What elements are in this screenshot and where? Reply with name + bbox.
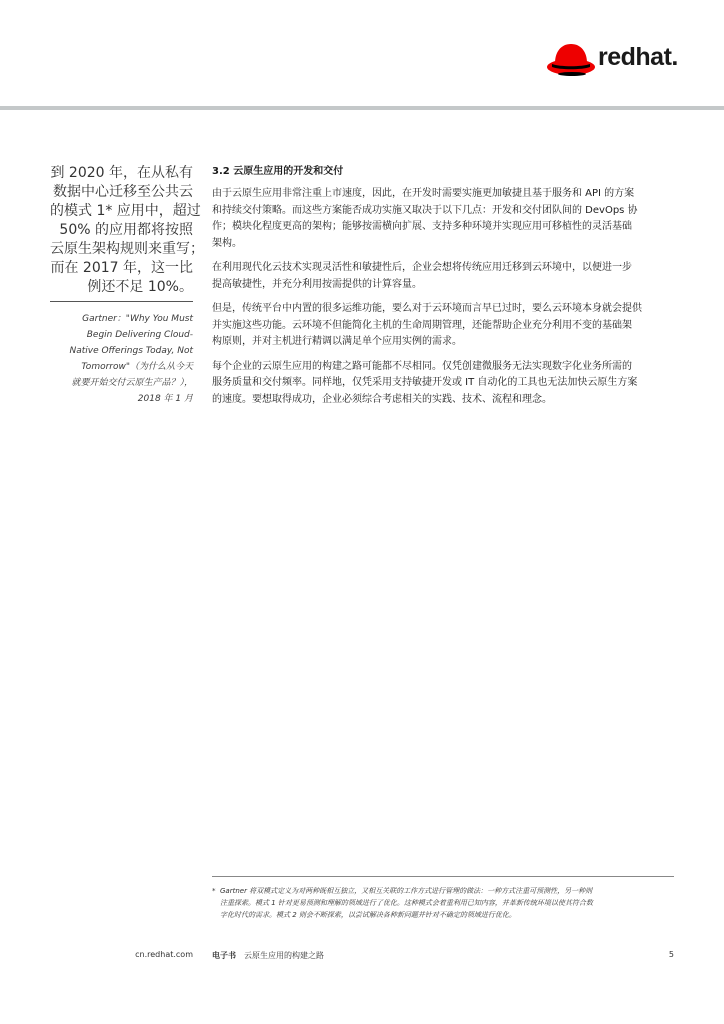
paragraph-line: 但是，传统平台中内置的很多运维功能，要么对于云环境而言早已过时，要么云环境本身就会提供	[212, 303, 642, 314]
paragraph-line: 在利用现代化云技术实现灵活性和敏捷性后，企业会想将传统应用迁移到云环境中，以便进一步	[212, 262, 632, 273]
redhat-logo	[546, 40, 678, 80]
source-line: Begin Delivering Cloud-	[86, 330, 193, 340]
pull-quote-line: 而在 2017 年，这一比	[50, 260, 193, 276]
header-divider	[0, 106, 724, 110]
pull-quote-source	[50, 311, 193, 407]
footnote-text: Gartner 将双模式定义为对两种既相互独立，又相互关联的工作方式进行管理的做法：一种方式注重可预测性，另一种则	[220, 887, 593, 895]
pull-quote-divider	[50, 301, 193, 302]
source-line: Native Offerings Today, Not	[69, 346, 193, 356]
source-line: 就要开始交付云原生产品？），	[71, 378, 193, 388]
footnote-text: 注重探索。模式 1 针对更易预测和理解的领域进行了优化。这种模式会着重利用已知内容，并革新传统环境以使其符合数	[220, 899, 593, 907]
footnote	[212, 885, 674, 921]
footnote-text: 字化时代的需求。模式 2 则会不断探索，以尝试解决各种新问题并针对不确定的领域进行优化。	[220, 911, 516, 919]
page-number: 5	[668, 950, 674, 959]
main-content	[212, 164, 674, 416]
pull-quote	[50, 164, 204, 297]
paragraph-line: 作；模块化程度更高的架构；能够按需横向扩展、支持多种环境并实现应用可移植性的灵活基础	[212, 221, 632, 232]
pull-quote-line: 例还不足 10%。	[87, 279, 193, 295]
footnote-line	[212, 897, 674, 909]
pull-quote-line: 的模式 1* 应用中，超过	[50, 203, 201, 219]
footnote-line	[212, 885, 674, 897]
source-line: Gartner："Why You Must	[82, 314, 193, 324]
paragraph-line: 架构。	[212, 237, 242, 249]
footnote-divider	[212, 876, 674, 877]
paragraph-line: 和持续交付策略。而这些方案能否成功实施又取决于以下几点：开发和交付团队间的 DevOps 协	[212, 204, 638, 216]
body-paragraph	[212, 359, 674, 409]
paragraph-line: 提高敏捷性，并充分利用按需提供的计算容量。	[212, 278, 422, 290]
paragraph-line: 并实施这些功能。云环境不但能简化主机的生命周期管理，还能帮助企业充分利用不变的基础架	[212, 319, 632, 331]
body-paragraph	[212, 301, 674, 351]
pull-quote-line: 云原生架构规则来重写；	[50, 241, 204, 257]
footnote-line	[212, 909, 674, 921]
paragraph-line: 的速度。要想取得成功，企业必须综合考虑相关的实践、技术、流程和理念。	[212, 393, 552, 405]
footer-doc-title: 云原生应用的构建之路	[244, 951, 324, 960]
body-paragraph	[212, 260, 674, 293]
section-title: 3.2 云原生应用的开发和交付	[212, 166, 344, 177]
pull-quote-line: 数据中心迁移至公共云	[53, 184, 193, 200]
footnote-marker: *	[212, 887, 216, 895]
pull-quote-line: 到 2020 年，在从私有	[50, 165, 193, 181]
footer-doc-type: 电子书	[212, 951, 236, 960]
redhat-shadowman-icon	[546, 40, 596, 76]
footer-site-link[interactable]: cn.redhat.com	[135, 950, 193, 959]
redhat-wordmark: redhat.	[598, 43, 678, 71]
paragraph-line: 构原则，并对主机进行精调以满足单个应用实例的需求。	[212, 336, 462, 347]
body-paragraph	[212, 186, 674, 252]
pull-quote-line: 50% 的应用都将按照	[59, 222, 193, 238]
paragraph-line: 每个企业的云原生应用的构建之路可能都不尽相同。仅凭创建微服务无法实现数字化业务所需的	[212, 360, 632, 372]
paragraph-line: 服务质量和交付频率。同样地，仅凭采用支持敏捷开发或 IT 自动化的工具也无法加快云原生方案	[212, 377, 638, 388]
paragraph-line: 由于云原生应用非常注重上市速度，因此，在开发时需要实施更加敏捷且基于服务和 API 的方案	[212, 188, 635, 199]
source-line: 2018 年 1 月	[137, 394, 193, 404]
source-line: Tomorrow"（为什么从今天	[81, 362, 193, 372]
